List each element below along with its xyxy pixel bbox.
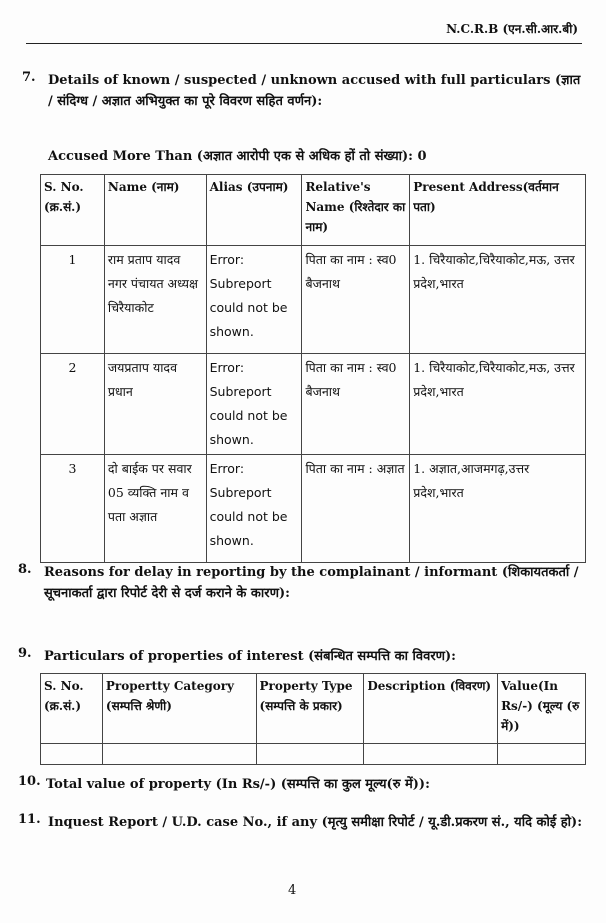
empty-cell xyxy=(102,744,256,765)
row-name: दो बाईक पर सवार 05 व्यक्ति नाम व पता अज्ञात xyxy=(104,455,206,563)
empty-cell xyxy=(41,744,103,765)
col-relative: Relative's Name (रिश्तेदार का नाम) xyxy=(302,175,410,246)
accused-table-header xyxy=(41,175,586,246)
row-sno: 3 xyxy=(41,455,105,563)
section-9-title: Particulars of properties of interest (संबन्धित सम्पत्ति का विवरण): xyxy=(44,649,456,664)
row-address: 1. चिरैयाकोट,चिरैयाकोट,मऊ, उत्तर प्रदेश,भारत xyxy=(410,246,586,354)
col-category: Propertty Category (सम्पत्ति श्रेणी) xyxy=(102,674,256,744)
section-7-title: Details of known / suspected / unknown accused with full particulars (ज्ञात / संदिग्ध / अज्ञात अभियुक्त का पूरे विवरण सहित वर्णन): xyxy=(48,73,581,109)
row-alias: Error: Subreport could not be shown. xyxy=(206,354,302,455)
section-8-title: Reasons for delay in reporting by the complainant / informant (शिकायतकर्ता / सूचनाकर्ता द्वारा रिपोर्ट देरी से दर्ज कराने के कारण): xyxy=(44,565,579,601)
header-title: N.C.R.B (एन.सी.आर.बी) xyxy=(446,22,578,36)
row-name: जयप्रताप यादव प्रधान xyxy=(104,354,206,455)
col-type: Property Type (सम्पत्ति के प्रकार) xyxy=(256,674,364,744)
row-relative: पिता का नाम : स्व0 बैजनाथ xyxy=(302,246,410,354)
col-address: Present Address(वर्तमान पता) xyxy=(410,175,586,246)
section-9-number: 9. xyxy=(18,646,32,661)
row-sno: 1 xyxy=(41,246,105,354)
table-row xyxy=(41,246,586,354)
col-description: Description (विवरण) xyxy=(364,674,498,744)
col-alias: Alias (उपनाम) xyxy=(206,175,302,246)
properties-table-header xyxy=(41,674,586,744)
row-address: 1. चिरैयाकोट,चिरैयाकोट,मऊ, उत्तर प्रदेश,भारत xyxy=(410,354,586,455)
table-row xyxy=(41,744,586,765)
section-10-number: 10. xyxy=(18,774,41,789)
row-alias: Error: Subreport could not be shown. xyxy=(206,455,302,563)
table-row xyxy=(41,354,586,455)
section-11-title: Inquest Report / U.D. case No., if any (मृत्यु समीक्षा रिपोर्ट / यू.डी.प्रकरण सं., यदि कोई हो): xyxy=(48,815,582,830)
empty-cell xyxy=(364,744,498,765)
accused-table xyxy=(40,174,586,563)
col-sno: S. No. (क्र.सं.) xyxy=(41,175,105,246)
empty-cell xyxy=(498,744,586,765)
row-sno: 2 xyxy=(41,354,105,455)
row-address: 1. अज्ञात,आजमगढ़,उत्तर प्रदेश,भारत xyxy=(410,455,586,563)
empty-cell xyxy=(256,744,364,765)
section-10-title: Total value of property (In Rs/-) (सम्पत्ति का कुल मूल्य(रु में)): xyxy=(46,777,430,792)
table-row xyxy=(41,455,586,563)
section-11-number: 11. xyxy=(18,812,41,827)
row-relative: पिता का नाम : अज्ञात xyxy=(302,455,410,563)
section-7-number: 7. xyxy=(22,70,36,85)
col-sno: S. No. (क्र.सं.) xyxy=(41,674,103,744)
header-divider xyxy=(26,43,582,44)
accused-more-than: Accused More Than (अज्ञात आरोपी एक से अधिक हों तो संख्या): 0 xyxy=(48,149,427,164)
col-name: Name (नाम) xyxy=(104,175,206,246)
section-8-number: 8. xyxy=(18,562,32,577)
col-value: Value(In Rs/-) (मूल्य (रु में)) xyxy=(498,674,586,744)
row-alias: Error: Subreport could not be shown. xyxy=(206,246,302,354)
properties-table xyxy=(40,673,586,765)
row-name: राम प्रताप यादव नगर पंचायत अध्यक्ष चिरैयाकोट xyxy=(104,246,206,354)
page-number: 4 xyxy=(288,883,297,898)
row-relative: पिता का नाम : स्व0 बैजनाथ xyxy=(302,354,410,455)
